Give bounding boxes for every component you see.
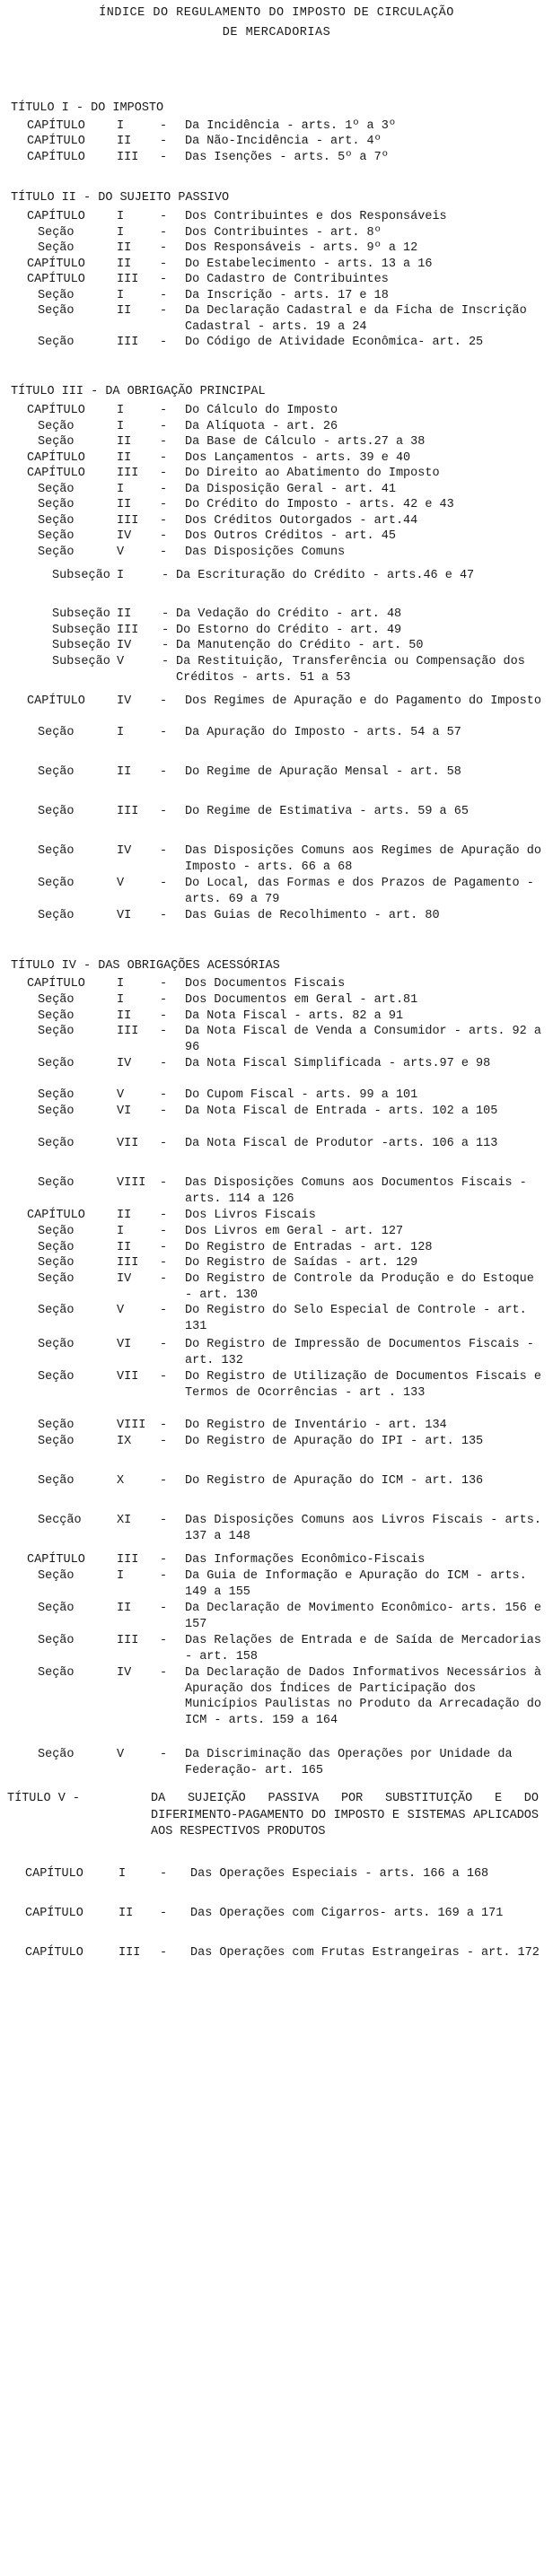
- entry-description: Dos Regimes de Apuração e do Pagamento do Imposto: [185, 694, 541, 708]
- entry-description: Do Cálculo do Imposto: [185, 404, 338, 417]
- section-label: Seção: [38, 1256, 75, 1270]
- entry-description: Dos Lançamentos - arts. 39 e 40: [185, 451, 411, 465]
- section-label: Seção: [38, 226, 75, 240]
- entry-separator: -: [160, 805, 168, 818]
- entry-description: Das Disposições Comuns aos Livros Fiscais - arts. 137 a 148: [185, 1514, 541, 1543]
- entry-number: V: [117, 1088, 125, 1102]
- entry-number: I: [117, 726, 125, 739]
- entry-separator: -: [160, 336, 168, 349]
- entry-description: Dos Contribuintes e dos Responsáveis: [185, 210, 447, 223]
- section-label: Seção: [38, 241, 75, 255]
- entry-separator: -: [160, 726, 168, 739]
- entry-separator: -: [160, 1748, 168, 1761]
- section-label: Seção: [38, 1338, 75, 1351]
- entry-description: Das Isenções - arts. 5º a 7º: [185, 151, 389, 164]
- entry-description: Do Estabelecimento - arts. 13 a 16: [185, 258, 433, 271]
- section-label: Seção: [38, 1419, 75, 1432]
- entry-description: Do Registro de Controle da Produção e do Estoque - art. 130: [185, 1272, 534, 1302]
- entry-description: Do Cadastro de Contribuintes: [185, 273, 389, 286]
- entry-separator: -: [160, 694, 168, 708]
- section-label: Seção: [38, 529, 75, 543]
- entry-description: Dos Livros Fiscais: [185, 1209, 316, 1222]
- section-label: Seção: [38, 1176, 75, 1190]
- entry-number: V: [117, 1304, 125, 1317]
- title-label: TÍTULO IV - DAS OBRIGAÇÕES ACESSÓRIAS: [11, 959, 280, 973]
- entry-number: II: [117, 1602, 132, 1615]
- entry-description: Do Registro de Saídas - art. 129: [185, 1256, 418, 1270]
- subsection-label: Subseção: [52, 655, 110, 668]
- entry-separator: -: [160, 498, 168, 511]
- entry-number: IX: [117, 1435, 132, 1448]
- entry-number: VIII: [117, 1176, 146, 1190]
- entry-separator: -: [160, 1009, 168, 1023]
- entry-separator: -: [160, 1304, 168, 1317]
- chapter-label: CAPÍTULO: [27, 273, 85, 286]
- entry-separator: -: [160, 467, 168, 480]
- entry-description: Da Alíquota - art. 26: [185, 420, 338, 433]
- section-label: Seção: [38, 336, 75, 349]
- entry-number: IV: [117, 529, 132, 543]
- entry-description: Dos Documentos Fiscais: [185, 977, 346, 991]
- chapter-label: CAPÍTULO: [27, 404, 85, 417]
- section-label: Seção: [38, 1474, 75, 1488]
- entry-number: VIII: [117, 1419, 146, 1432]
- entry-number: II: [117, 498, 132, 511]
- section-label: Seção: [38, 1225, 75, 1238]
- entry-number: II: [117, 135, 132, 148]
- chapter-label: CAPÍTULO: [27, 451, 85, 465]
- chapter-label: CAPÍTULO: [27, 977, 85, 991]
- section-label: Secção: [38, 1514, 82, 1527]
- chapter-label: CAPÍTULO: [25, 1946, 83, 1960]
- section-label: Seção: [38, 1009, 75, 1023]
- entry-description: Do Regime de Estimativa - arts. 59 a 65: [185, 805, 469, 818]
- title-label: TÍTULO V -: [7, 1792, 81, 1805]
- entry-description: Da Restituição, Transferência ou Compensação dos Créditos - arts. 51 a 53: [176, 655, 525, 685]
- section-label: Seção: [38, 435, 75, 449]
- entry-separator: -: [160, 404, 168, 417]
- entry-number: II: [117, 765, 132, 779]
- entry-separator: -: [160, 1338, 168, 1351]
- header-line-2: DE MERCADORIAS: [222, 26, 331, 39]
- entry-separator: -: [160, 451, 168, 465]
- entry-description: Do Registro do Selo Especial de Controle - art. 131: [185, 1304, 527, 1333]
- entry-description: Da Não-Incidência - art. 4º: [185, 135, 382, 148]
- entry-separator: -: [160, 273, 168, 286]
- section-label: Seção: [38, 1666, 75, 1680]
- entry-number: IV: [117, 1666, 132, 1680]
- entry-separator: -: [160, 1553, 168, 1567]
- entry-separator: -: [160, 977, 168, 991]
- entry-number: I: [117, 977, 125, 991]
- entry-number: II: [117, 451, 132, 465]
- entry-separator: -: [160, 210, 168, 223]
- entry-description: Das Operações Especiais - arts. 166 a 168: [190, 1867, 489, 1881]
- entry-separator: -: [160, 1514, 168, 1527]
- section-label: Seção: [38, 1137, 75, 1150]
- chapter-label: CAPÍTULO: [27, 1553, 85, 1567]
- entry-separator: -: [160, 909, 168, 922]
- entry-number: I: [117, 1225, 125, 1238]
- entry-separator: -: [160, 1435, 168, 1448]
- entry-number: I: [117, 420, 125, 433]
- entry-description: Do Registro de Inventário - art. 134: [185, 1419, 447, 1432]
- entry-number: III: [118, 1946, 141, 1960]
- entry-description: Das Operações com Frutas Estrangeiras - art. 172: [190, 1946, 540, 1960]
- entry-description: Das Disposições Comuns aos Regimes de Apuração do Imposto - arts. 66 a 68: [185, 844, 541, 874]
- entry-description: Da Declaração de Dados Informativos Necessários à Apuração dos Índices de Participação dos Municípios Paulistas no Produto da Arrecadação do ICM - arts. 159 a 164: [185, 1666, 541, 1727]
- entry-description: Da Base de Cálculo - arts.27 a 38: [185, 435, 426, 449]
- entry-number: I: [117, 210, 125, 223]
- entry-separator: -: [160, 258, 168, 271]
- section-label: Seção: [38, 1025, 75, 1038]
- entry-separator: -: [160, 1209, 168, 1222]
- entry-separator: -: [160, 514, 168, 528]
- entry-description: Do Direito ao Abatimento do Imposto: [185, 467, 440, 480]
- entry-separator: -: [160, 483, 168, 496]
- subsection-label: Subseção: [52, 639, 110, 652]
- section-label: Seção: [38, 483, 75, 496]
- chapter-label: CAPÍTULO: [27, 210, 85, 223]
- section-label: Seção: [38, 1304, 75, 1317]
- entry-description: Das Disposições Comuns: [185, 546, 346, 559]
- section-label: Seção: [38, 1105, 75, 1118]
- entry-separator: -: [162, 639, 170, 652]
- entry-separator: -: [162, 655, 170, 668]
- section-label: Seção: [38, 1634, 75, 1647]
- entry-description: Dos Contribuintes - art. 8º: [185, 226, 382, 240]
- entry-separator: -: [160, 289, 168, 302]
- entry-number: IV: [117, 639, 132, 652]
- section-label: Seção: [38, 1602, 75, 1615]
- entry-number: I: [117, 289, 125, 302]
- entry-separator: -: [162, 624, 170, 637]
- chapter-label: CAPÍTULO: [27, 1209, 85, 1222]
- entry-description: Do Registro de Apuração do ICM - art. 136: [185, 1474, 484, 1488]
- title-label: TÍTULO I - DO IMPOSTO: [11, 101, 164, 115]
- entry-separator: -: [160, 435, 168, 449]
- section-label: Seção: [38, 805, 75, 818]
- section-label: Seção: [38, 844, 75, 858]
- entry-number: X: [117, 1474, 125, 1488]
- entry-number: V: [117, 877, 125, 890]
- entry-separator: -: [160, 1602, 168, 1615]
- entry-separator: -: [160, 119, 168, 133]
- entry-description: Da Manutenção do Crédito - art. 50: [176, 639, 424, 652]
- section-label: Seção: [38, 546, 75, 559]
- entry-separator: -: [160, 1241, 168, 1254]
- entry-separator: -: [160, 1176, 168, 1190]
- entry-number: I: [117, 1569, 125, 1583]
- entry-number: VI: [117, 909, 132, 922]
- entry-number: VI: [117, 1338, 132, 1351]
- entry-number: V: [117, 1748, 125, 1761]
- entry-separator: -: [160, 1137, 168, 1150]
- section-label: Seção: [38, 1435, 75, 1448]
- entry-description: Da Declaração Cadastral e da Ficha de Inscrição Cadastral - arts. 19 a 24: [185, 304, 527, 334]
- entry-number: IV: [117, 694, 132, 708]
- entry-separator: -: [160, 226, 168, 240]
- entry-description: Do Regime de Apuração Mensal - art. 58: [185, 765, 461, 779]
- entry-separator: -: [160, 1907, 168, 1920]
- entry-description: Da Nota Fiscal de Produtor -arts. 106 a 113: [185, 1137, 498, 1150]
- entry-number: II: [117, 304, 132, 318]
- entry-separator: -: [160, 1272, 168, 1286]
- entry-description: Das Guias de Recolhimento - art. 80: [185, 909, 440, 922]
- entry-description: Das Informações Econômico-Fiscais: [185, 1553, 426, 1567]
- entry-description: Da Declaração de Movimento Econômico- arts. 156 e 157: [185, 1602, 541, 1631]
- entry-description: Da Apuração do Imposto - arts. 54 a 57: [185, 726, 461, 739]
- entry-separator: -: [160, 1634, 168, 1647]
- section-label: Seção: [38, 1057, 75, 1070]
- entry-number: II: [117, 1009, 132, 1023]
- entry-separator: -: [160, 135, 168, 148]
- entry-number: IV: [117, 1057, 132, 1070]
- entry-number: I: [117, 569, 125, 582]
- entry-description: Dos Documentos em Geral - art.81: [185, 993, 418, 1007]
- entry-number: III: [117, 151, 139, 164]
- entry-separator: -: [162, 569, 170, 582]
- entry-number: III: [117, 1634, 139, 1647]
- entry-separator: -: [160, 420, 168, 433]
- entry-description: Da Nota Fiscal de Venda a Consumidor - arts. 92 a 96: [185, 1025, 541, 1054]
- chapter-label: CAPÍTULO: [27, 119, 85, 133]
- chapter-label: CAPÍTULO: [27, 258, 85, 271]
- title-description: DA SUJEIÇÃO PASSIVA POR SUBSTITUIÇÃO E DO DIFERIMENTO-PAGAMENTO DO IMPOSTO E SISTEMAS APLICADOS AOS RESPECTIVOS PRODUTOS: [151, 1792, 539, 1838]
- section-label: Seção: [38, 726, 75, 739]
- entry-description: Da Guia de Informação e Apuração do ICM - arts. 149 a 155: [185, 1569, 527, 1599]
- section-label: Seção: [38, 1370, 75, 1384]
- entry-separator: -: [160, 1946, 168, 1960]
- entry-description: Do Estorno do Crédito - art. 49: [176, 624, 402, 637]
- entry-description: Da Incidência - arts. 1º a 3º: [185, 119, 396, 133]
- chapter-label: CAPÍTULO: [27, 135, 85, 148]
- entry-number: III: [117, 467, 139, 480]
- entry-number: VII: [117, 1370, 139, 1384]
- entry-description: Da Nota Fiscal Simplificada - arts.97 e 98: [185, 1057, 491, 1070]
- section-label: Seção: [38, 877, 75, 890]
- entry-number: I: [117, 483, 125, 496]
- entry-number: III: [117, 1553, 139, 1567]
- entry-number: III: [117, 805, 139, 818]
- subsection-label: Subseção: [52, 607, 110, 621]
- entry-description: Da Vedação do Crédito - art. 48: [176, 607, 402, 621]
- entry-description: Das Relações de Entrada e de Saída de Mercadorias - art. 158: [185, 1634, 541, 1663]
- entry-number: III: [117, 514, 139, 528]
- entry-separator: -: [160, 1569, 168, 1583]
- entry-number: I: [118, 1867, 127, 1881]
- section-label: Seção: [38, 1088, 75, 1102]
- entry-number: IV: [117, 1272, 132, 1286]
- entry-description: Do Registro de Entradas - art. 128: [185, 1241, 433, 1254]
- entry-separator: -: [160, 151, 168, 164]
- entry-separator: -: [160, 1474, 168, 1488]
- entry-description: Do Registro de Apuração do IPI - art. 135: [185, 1435, 484, 1448]
- section-label: Seção: [38, 514, 75, 528]
- entry-number: III: [117, 1025, 139, 1038]
- entry-description: Das Disposições Comuns aos Documentos Fiscais - arts. 114 a 126: [185, 1176, 527, 1206]
- entry-separator: -: [160, 1057, 168, 1070]
- entry-description: Da Discriminação das Operações por Unidade da Federação- art. 165: [185, 1748, 513, 1777]
- section-label: Seção: [38, 1272, 75, 1286]
- entry-number: I: [117, 404, 125, 417]
- entry-description: Do Registro de Utilização de Documentos Fiscais e Termos de Ocorrências - art . 133: [185, 1370, 541, 1400]
- section-label: Seção: [38, 420, 75, 433]
- entry-number: II: [117, 607, 132, 621]
- header-line-1: ÍNDICE DO REGULAMENTO DO IMPOSTO DE CIRCULAÇÃO: [99, 6, 454, 20]
- chapter-label: CAPÍTULO: [27, 151, 85, 164]
- section-label: Seção: [38, 1748, 75, 1761]
- entry-separator: -: [160, 1225, 168, 1238]
- entry-separator: -: [160, 1256, 168, 1270]
- chapter-label: CAPÍTULO: [25, 1907, 83, 1920]
- entry-number: II: [117, 258, 132, 271]
- entry-separator: -: [160, 1370, 168, 1384]
- section-label: Seção: [38, 993, 75, 1007]
- entry-separator: -: [160, 1419, 168, 1432]
- section-label: Seção: [38, 304, 75, 318]
- entry-separator: -: [160, 1025, 168, 1038]
- entry-number: I: [117, 226, 125, 240]
- entry-number: IV: [117, 844, 132, 858]
- entry-number: II: [118, 1907, 134, 1920]
- entry-separator: -: [160, 877, 168, 890]
- entry-description: Das Operações com Cigarros- arts. 169 a 171: [190, 1907, 504, 1920]
- entry-number: III: [117, 1256, 139, 1270]
- entry-separator: -: [160, 1867, 168, 1881]
- section-label: Seção: [38, 765, 75, 779]
- section-label: Seção: [38, 289, 75, 302]
- section-label: Seção: [38, 498, 75, 511]
- entry-number: II: [117, 1209, 132, 1222]
- chapter-label: CAPÍTULO: [27, 467, 85, 480]
- entry-description: Do Crédito do Imposto - arts. 42 e 43: [185, 498, 454, 511]
- entry-separator: -: [160, 529, 168, 543]
- section-label: Seção: [38, 1569, 75, 1583]
- entry-number: I: [117, 993, 125, 1007]
- entry-number: XI: [117, 1514, 132, 1527]
- entry-description: Do Registro de Impressão de Documentos Fiscais - art. 132: [185, 1338, 534, 1367]
- section-label: Seção: [38, 1241, 75, 1254]
- entry-number: V: [117, 655, 125, 668]
- title-label: TÍTULO III - DA OBRIGAÇÃO PRINCIPAL: [11, 385, 266, 398]
- entry-number: V: [117, 546, 125, 559]
- entry-number: II: [117, 1241, 132, 1254]
- section-label: Seção: [38, 909, 75, 922]
- entry-description: Do Código de Atividade Econômica- art. 25: [185, 336, 484, 349]
- entry-number: II: [117, 435, 132, 449]
- entry-number: VI: [117, 1105, 132, 1118]
- entry-description: Da Nota Fiscal - arts. 82 a 91: [185, 1009, 404, 1023]
- entry-description: Do Local, das Formas e dos Prazos de Pagamento - arts. 69 a 79: [185, 877, 534, 906]
- entry-separator: -: [160, 546, 168, 559]
- subsection-label: Subseção: [52, 569, 110, 582]
- entry-description: Dos Livros em Geral - art. 127: [185, 1225, 404, 1238]
- entry-description: Da Inscrição - arts. 17 e 18: [185, 289, 389, 302]
- entry-description: Dos Responsáveis - arts. 9º a 12: [185, 241, 418, 255]
- entry-separator: -: [160, 993, 168, 1007]
- entry-separator: -: [160, 241, 168, 255]
- entry-number: III: [117, 273, 139, 286]
- chapter-label: CAPÍTULO: [25, 1867, 83, 1881]
- entry-description: Da Escrituração do Crédito - arts.46 e 47: [176, 569, 475, 582]
- entry-number: VII: [117, 1137, 139, 1150]
- entry-description: Dos Outros Créditos - art. 45: [185, 529, 396, 543]
- document-header: [0, 0, 553, 43]
- subsection-label: Subseção: [52, 624, 110, 637]
- entry-description: Da Disposição Geral - art. 41: [185, 483, 396, 496]
- entry-separator: -: [160, 304, 168, 318]
- entry-separator: -: [160, 1666, 168, 1680]
- entry-separator: -: [160, 765, 168, 779]
- entry-separator: -: [160, 1088, 168, 1102]
- chapter-label: CAPÍTULO: [27, 694, 85, 708]
- entry-separator: -: [162, 607, 170, 621]
- entry-separator: -: [160, 844, 168, 858]
- entry-number: III: [117, 624, 139, 637]
- entry-description: Do Cupom Fiscal - arts. 99 a 101: [185, 1088, 418, 1102]
- entry-number: III: [117, 336, 139, 349]
- entry-number: II: [117, 241, 132, 255]
- title-label: TÍTULO II - DO SUJEITO PASSIVO: [11, 191, 230, 205]
- entry-description: Da Nota Fiscal de Entrada - arts. 102 a 105: [185, 1105, 498, 1118]
- entry-description: Dos Créditos Outorgados - art.44: [185, 514, 418, 528]
- entry-separator: -: [160, 1105, 168, 1118]
- entry-number: I: [117, 119, 125, 133]
